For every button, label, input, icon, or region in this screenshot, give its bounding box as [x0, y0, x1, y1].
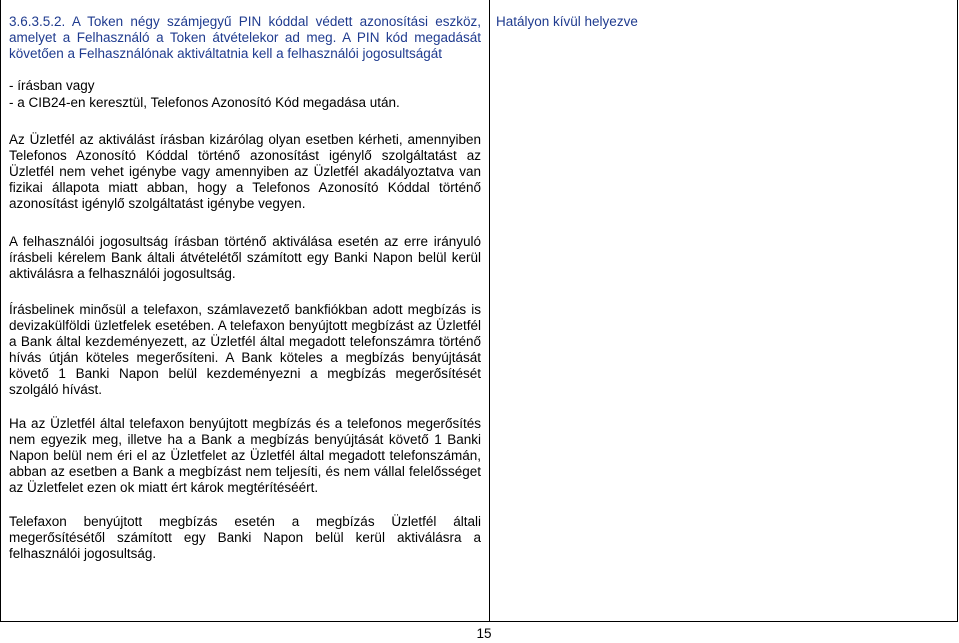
paragraph-telefax-activation: Telefaxon benyújtott megbízás esetén a megbízás Üzletfél általi megerősítésétől számított egy Banki Napon belül kerül aktiválásra a felhasználói jogosultság.	[9, 514, 481, 561]
table-border-bottom	[0, 621, 958, 622]
table-column-divider	[489, 0, 490, 622]
status-text: Hatályon kívül helyezve	[496, 14, 638, 29]
paragraph-activation-in-writing: Az Üzletfél az aktiválást írásban kizárólag olyan esetben kérheti, amennyiben Telefonos Azonosító Kóddal történő azonosítást igénylő szolgáltatást az Üzletfél nem vehet igénybe vagy amennyiben az Üzletfél akadályoztatva van fizikai állapota miatt abban, hogy a Telefonos Azonosító Kóddal történő azonosítást igénylő szolgáltatást igénybe vegyen.	[9, 132, 481, 211]
table-border-right	[957, 0, 958, 622]
table-border-left	[0, 0, 1, 622]
option-cib24: - a CIB24-en keresztül, Telefonos Azonosító Kód megadása után.	[9, 95, 400, 110]
paragraph-telefax-written: Írásbelinek minősül a telefaxon, számlavezető bankfiókban adott megbízás is devizakülföldi üzletfelek esetében. A telefaxon benyújtott megbízást az Üzletfél a Bank által kezdeményezett, az Üzletfél által megadott telefonszámra történő hívás útján köteles megerősíteni. A Bank köteles a megbízás benyújtását követő 1 Banki Napon belül kezdeményezni a megbízás megerősítését szolgáló hívást.	[9, 302, 481, 397]
paragraph-written-request: A felhasználói jogosultság írásban történő aktiválása esetén az erre irányuló írásbeli kérelem Bank általi átvételétől számított egy Banki Napon belül kerül aktiválásra a felhasználói jogosultság.	[9, 234, 481, 281]
section-heading: 3.6.3.5.2. A Token négy számjegyű PIN kóddal védett azonosítási eszköz, amelyet a Felhasználó a Token átvételekor ad meg. A PIN kód megadását követően a Felhasználónak aktiváltatnia kell a felhasználói jogosultságát	[9, 14, 481, 61]
paragraph-telefax-mismatch: Ha az Üzletfél által telefaxon benyújtott megbízás és a telefonos megerősítés nem egyezik meg, illetve ha a Bank a megbízás benyújtását követő 1 Banki Napon belül nem éri el az Üzletfelet az Üzletfél által megadott telefonszámán, abban az esetben a Bank a megbízást nem teljesíti, és nem vállal felelősséget az Üzletfelet ezen ok miatt ért károk megtérítéséért.	[9, 416, 481, 495]
page-number: 15	[476, 626, 492, 641]
option-in-writing: - írásban vagy	[9, 78, 95, 93]
status-cell	[496, 14, 936, 30]
